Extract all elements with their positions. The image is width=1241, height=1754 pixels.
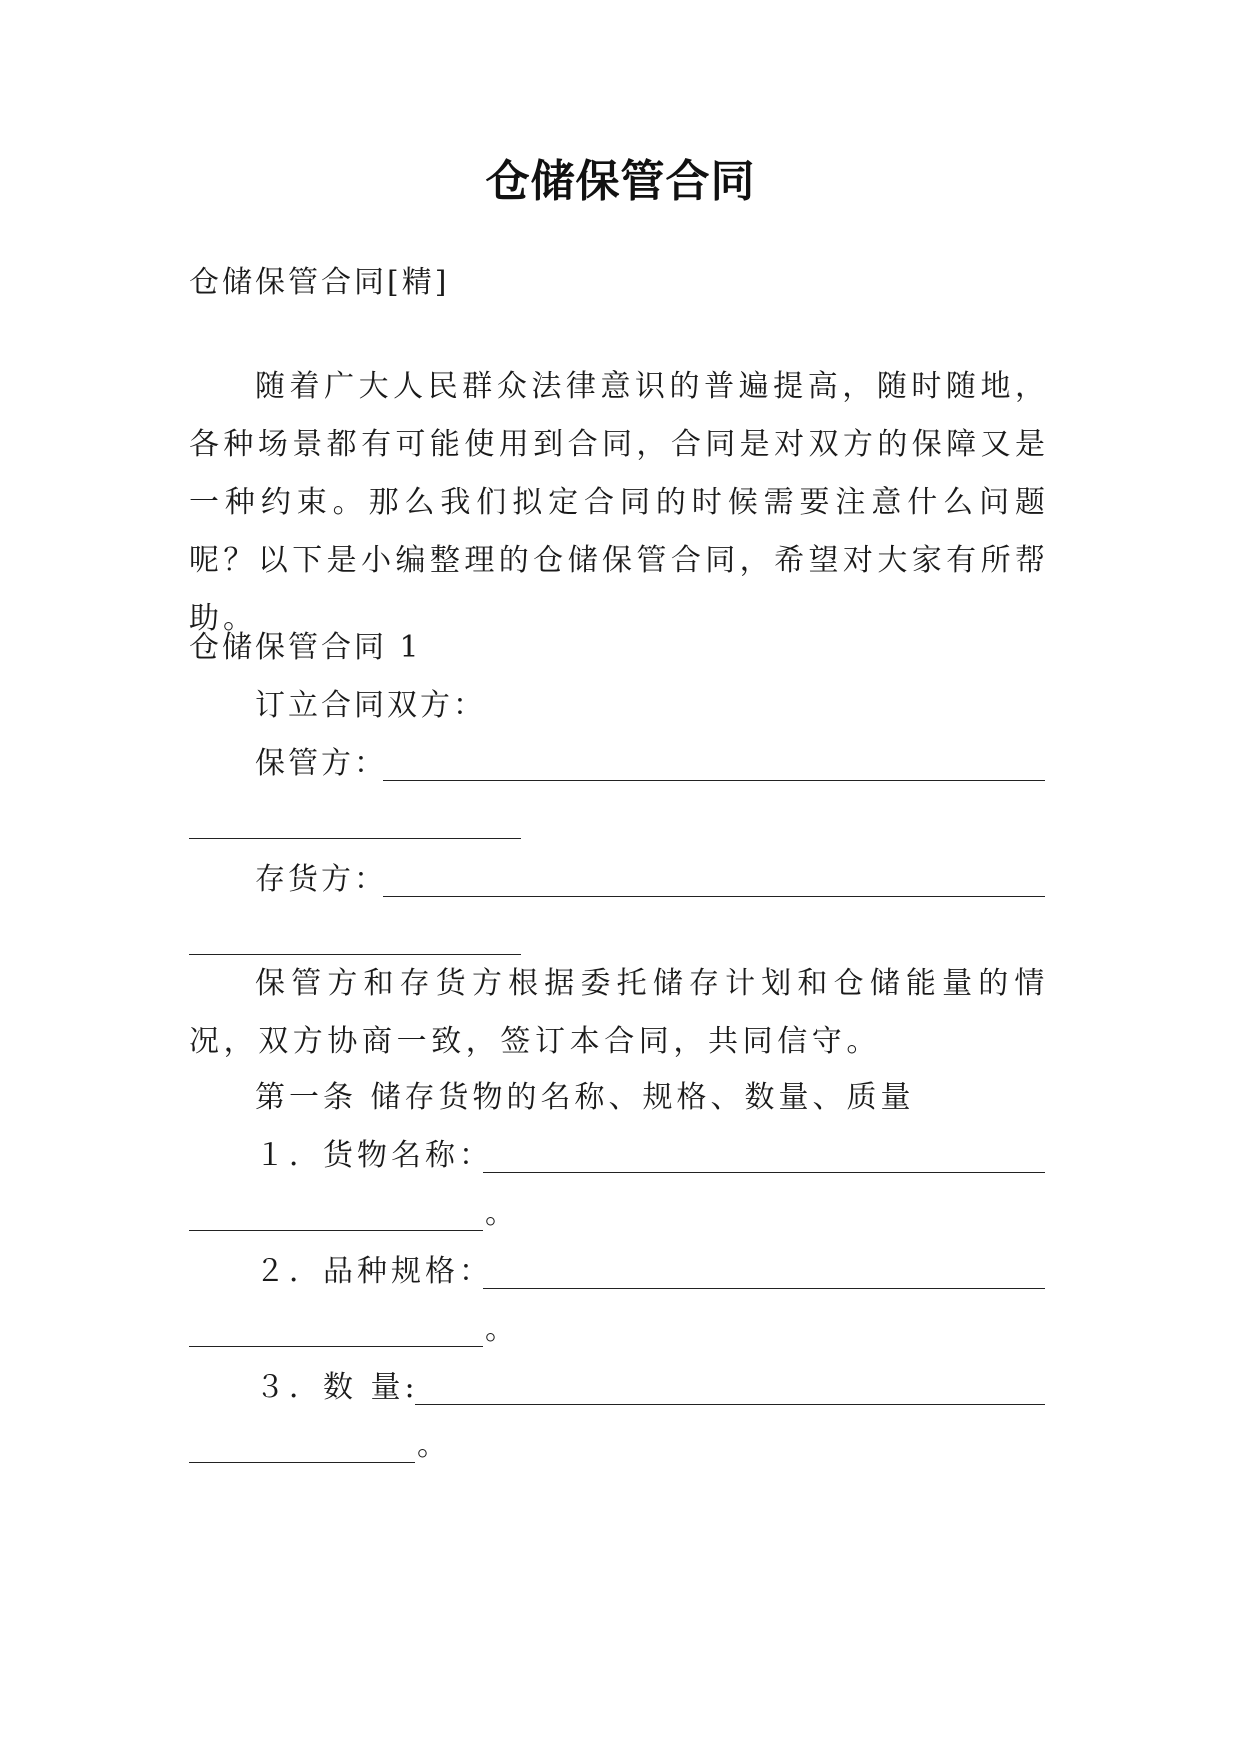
quantity-blank-line-continued [189,1462,415,1463]
quantity-blank-line [415,1404,1045,1405]
goods-name-blank-line-continued [189,1230,483,1231]
custodian-blank-line [383,780,1045,781]
intro-paragraph: 随着广大人民群众法律意识的普遍提高，随时随地，各种场景都有可能使用到合同，合同是对双方的保障又是一种约束。那么我们拟定合同的时候需要注意什么问题呢？以下是小编整理的仓储保管合同，希望对大家有所帮助。 [189,369,1049,636]
goods-name-period: 。 [485,1196,518,1231]
item-quantity-label: ３．数 量: [255,1370,419,1405]
goods-name-blank-line [483,1172,1045,1173]
agreement-paragraph: 保管方和存货方根据委托储存计划和仓储能量的情况，双方协商一致，签订本合同，共同信守。 [189,966,1049,1059]
parties-label: 订立合同双方： [255,688,486,723]
depositor-label: 存货方： [255,862,387,897]
spec-blank-line [483,1288,1045,1289]
section-heading: 仓储保管合同 1 [189,630,422,665]
document-title: 仓储保管合同 [485,156,756,207]
spec-period: 。 [485,1312,518,1347]
item-goods-name-label: １．货物名称： [255,1138,493,1173]
item-spec-label: ２．品种规格： [255,1254,493,1289]
depositor-blank-line [383,896,1045,897]
document-subtitle: 仓储保管合同[精] [189,265,450,300]
article-1-heading: 第一条 储存货物的名称、规格、数量、质量 [255,1080,915,1115]
spec-blank-line-continued [189,1346,483,1347]
custodian-label: 保管方： [255,746,387,781]
quantity-period: 。 [417,1428,450,1463]
custodian-blank-line-continued [189,838,521,839]
